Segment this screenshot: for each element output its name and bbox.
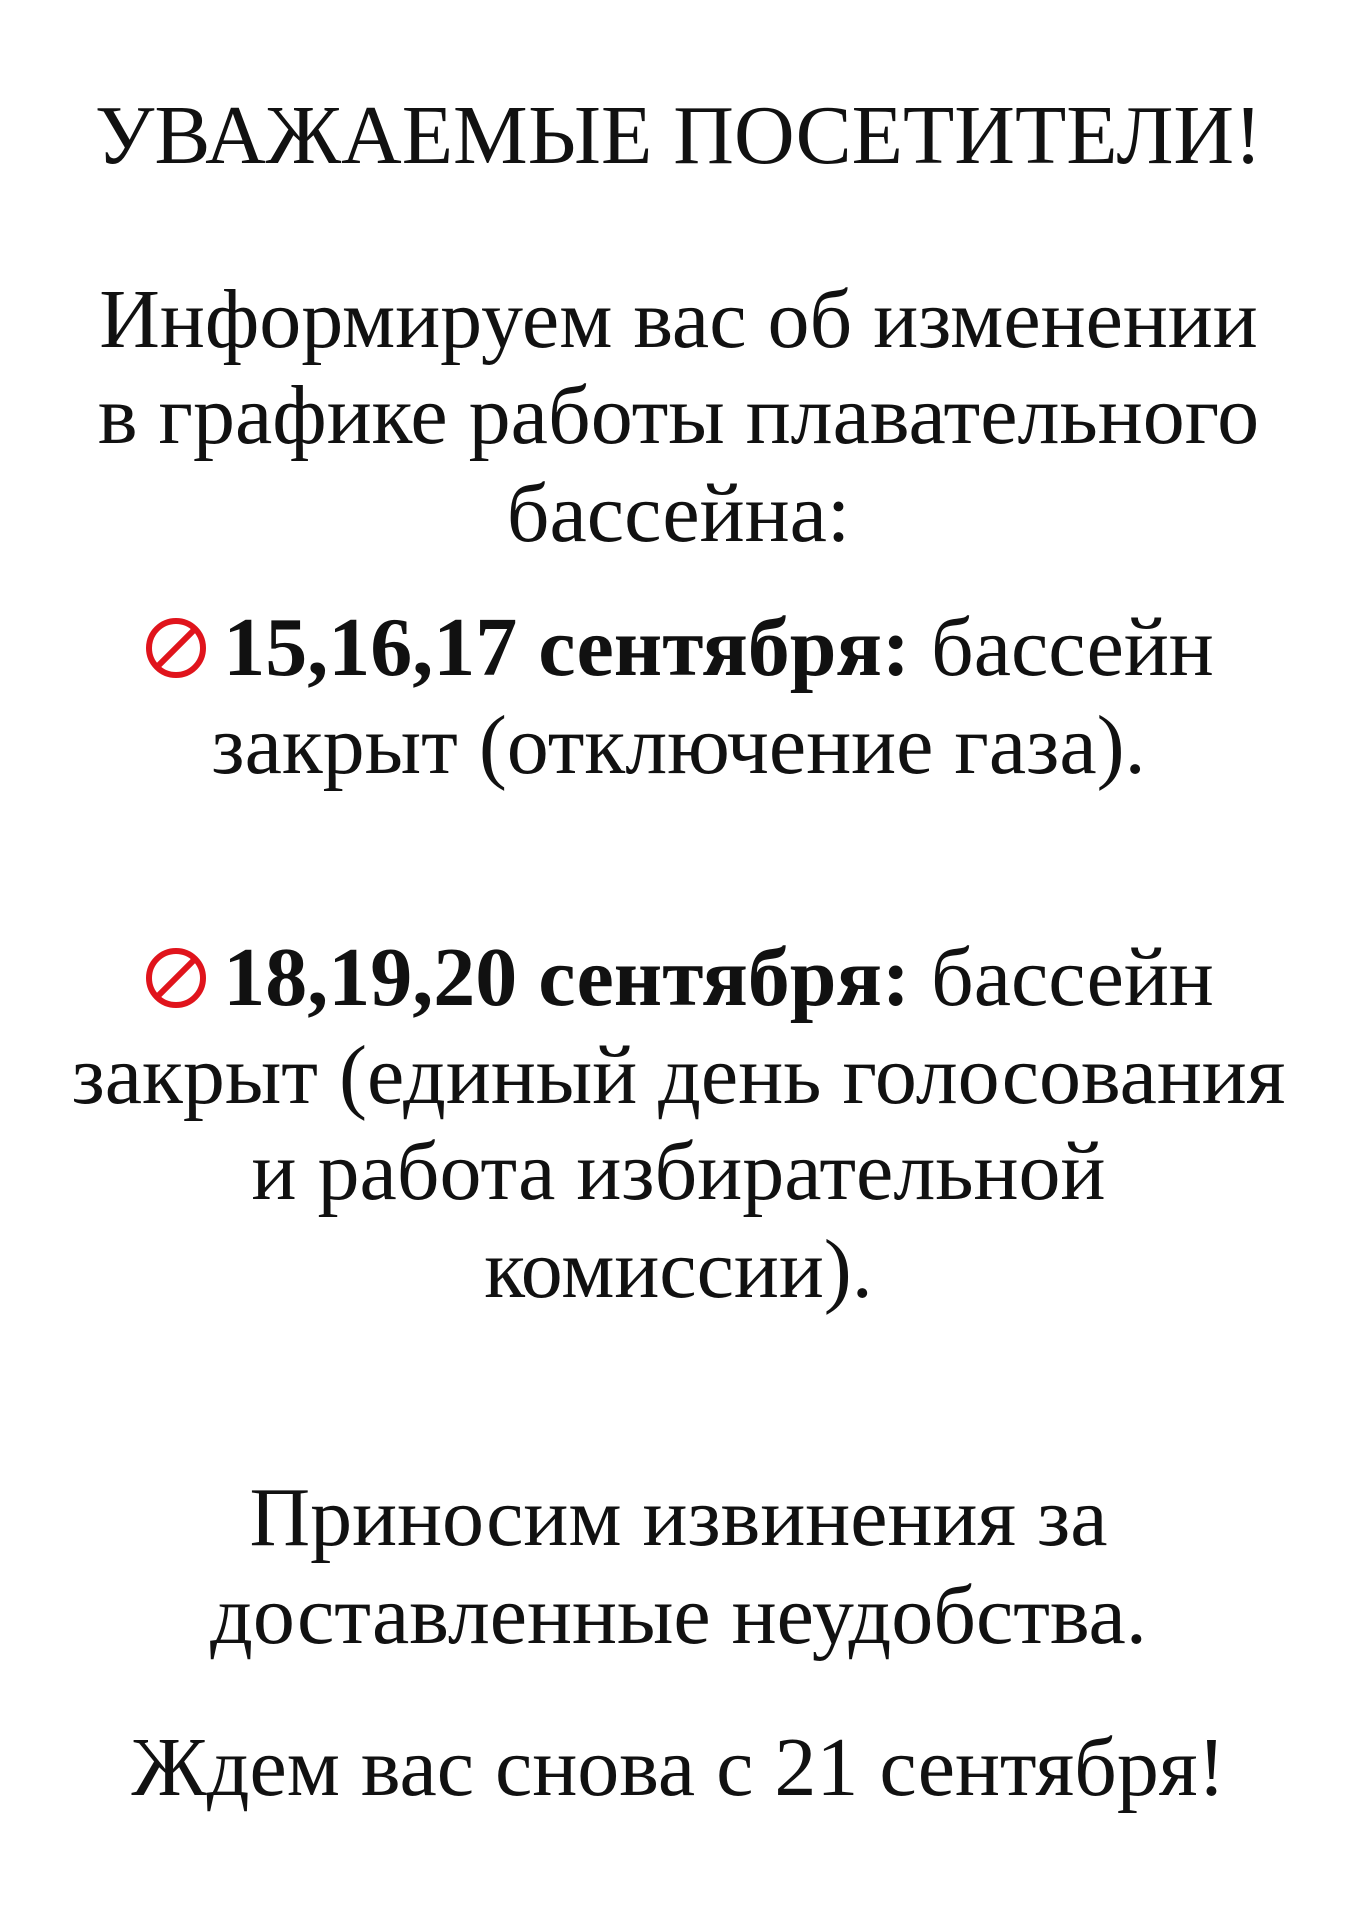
intro-line-1: Информируем вас об изменении — [99, 273, 1258, 366]
closure-1-first-line — [0, 600, 1357, 696]
closure-2-reason-line-3: комиссии). — [484, 1223, 873, 1316]
apology-line-1: Приносим извинения за — [249, 1471, 1108, 1564]
closure-1-dates: 15,16,17 сентября: — [223, 601, 910, 694]
intro-line-2: в графике работы плавательного — [97, 369, 1260, 462]
closure-1-status: бассейн — [909, 601, 1214, 694]
closure-2-reason-line-2: и работа избирательной — [251, 1125, 1106, 1218]
notice-heading: УВАЖАЕМЫЕ ПОСЕТИТЕЛИ! — [94, 89, 1263, 182]
closure-2-first-line — [0, 930, 1357, 1026]
welcome-back-line: Ждем вас снова с 21 сентября! — [131, 1721, 1226, 1814]
prohibited-icon — [143, 615, 209, 681]
closure-2-reason-line-1: закрыт (единый день голосования — [71, 1029, 1286, 1122]
prohibited-icon — [143, 945, 209, 1011]
closure-2-status: бассейн — [909, 931, 1214, 1024]
intro-line-3: бассейна: — [506, 467, 851, 560]
closure-1-reason-line-1: закрыт (отключение газа). — [211, 699, 1146, 792]
apology-line-2: доставленные неудобства. — [210, 1569, 1147, 1662]
closure-2-dates: 18,19,20 сентября: — [223, 931, 910, 1024]
